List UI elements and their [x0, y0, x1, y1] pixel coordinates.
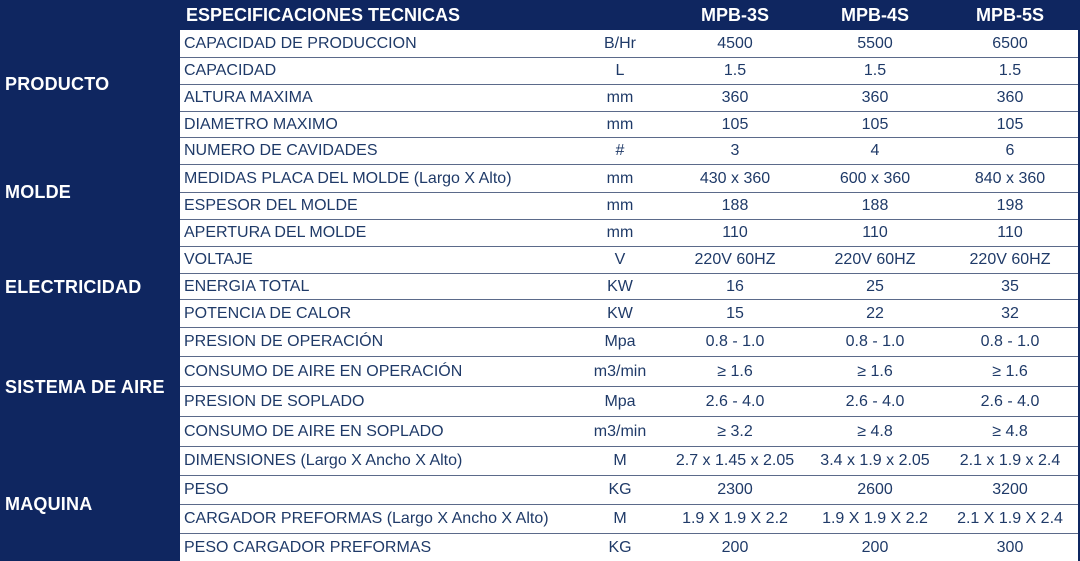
spec-value-mpb-4s: 2600 — [857, 481, 893, 498]
category-electricidad: ELECTRICIDAD — [5, 277, 142, 297]
spec-unit: mm — [606, 115, 634, 133]
spec-value-mpb-5s: 6500 — [992, 34, 1028, 52]
spec-label: CAPACIDAD DE PRODUCCION — [184, 34, 417, 52]
spec-label: POTENCIA DE CALOR — [184, 304, 352, 322]
spec-label: APERTURA DEL MOLDE — [184, 224, 367, 241]
table-row — [180, 534, 1078, 561]
spec-unit: Mpa — [604, 333, 636, 350]
category-maquina: MAQUINA — [5, 493, 93, 514]
table-row — [180, 417, 1078, 447]
spec-value-mpb-4s: 188 — [861, 197, 889, 214]
spec-value-mpb-4s: 0.8 - 1.0 — [845, 333, 905, 350]
spec-value-mpb-5s: 2.1 x 1.9 x 2.4 — [959, 452, 1061, 469]
spec-value-mpb-4s: 200 — [861, 538, 889, 556]
spec-value-mpb-4s: 600 x 360 — [839, 169, 911, 187]
table-row — [180, 85, 1078, 112]
spec-value-mpb-3s: 430 x 360 — [699, 169, 771, 187]
spec-value-mpb-3s: 1.9 X 1.9 X 2.2 — [682, 510, 788, 527]
spec-label: CONSUMO DE AIRE EN OPERACIÓN — [184, 362, 463, 380]
spec-label: PRESION DE SOPLADO — [184, 392, 365, 410]
table-row — [180, 193, 1078, 220]
spec-label: ENERGIA TOTAL — [184, 277, 310, 295]
spec-value-mpb-4s: 3.4 x 1.9 x 2.05 — [820, 452, 930, 469]
spec-label: CARGADOR PREFORMAS (Largo X Ancho X Alto) — [184, 510, 549, 527]
spec-value-mpb-3s: 360 — [721, 89, 749, 106]
spec-unit: B/Hr — [604, 34, 636, 52]
spec-unit: mm — [606, 224, 634, 241]
table-row — [180, 274, 1078, 300]
table-row — [180, 505, 1078, 534]
model-header-mpb-4s: MPB-4S — [840, 5, 909, 25]
spec-label: DIMENSIONES (Largo X Ancho X Alto) — [184, 452, 463, 469]
spec-unit: L — [615, 62, 625, 79]
table-row — [180, 112, 1078, 138]
spec-value-mpb-4s: 360 — [861, 89, 889, 106]
spec-unit: # — [615, 142, 625, 159]
spec-value-mpb-4s: 4 — [870, 142, 880, 159]
spec-unit: mm — [606, 197, 634, 214]
spec-value-mpb-5s: 110 — [997, 224, 1023, 241]
spec-value-mpb-3s: 220V 60HZ — [694, 251, 776, 268]
spec-value-mpb-3s: 2.7 x 1.45 x 2.05 — [675, 452, 795, 469]
spec-value-mpb-3s: 200 — [721, 538, 749, 556]
category-producto: PRODUCTO — [5, 73, 110, 94]
spec-value-mpb-5s: 1.5 — [998, 62, 1022, 79]
spec-value-mpb-3s: 2300 — [717, 481, 753, 498]
spec-value-mpb-4s: ≥ 1.6 — [857, 362, 893, 380]
spec-value-mpb-5s: 6 — [1005, 142, 1015, 159]
spec-value-mpb-3s: 105 — [721, 115, 749, 133]
spec-value-mpb-5s: ≥ 4.8 — [992, 422, 1028, 440]
spec-label: DIAMETRO MAXIMO — [184, 115, 338, 133]
category-column — [0, 0, 180, 561]
spec-unit: mm — [606, 169, 634, 187]
spec-unit: KW — [607, 304, 633, 322]
spec-value-mpb-3s: 0.8 - 1.0 — [705, 333, 765, 350]
spec-value-mpb-4s: 1.9 X 1.9 X 2.2 — [822, 510, 928, 527]
spec-value-mpb-5s: 32 — [1001, 304, 1019, 322]
category-molde: MOLDE — [5, 182, 71, 202]
model-header-mpb-5s: MPB-5S — [975, 5, 1044, 25]
spec-unit: Mpa — [604, 392, 636, 410]
table-row — [180, 357, 1078, 387]
spec-unit: KG — [608, 538, 632, 556]
spec-rows — [180, 30, 1078, 561]
spec-label: PESO — [184, 481, 229, 498]
spec-label: ALTURA MAXIMA — [184, 89, 313, 106]
spec-value-mpb-4s: 5500 — [857, 34, 893, 52]
spec-value-mpb-4s: 105 — [861, 115, 889, 133]
spec-value-mpb-4s: ≥ 4.8 — [857, 422, 893, 440]
spec-value-mpb-3s: 1.5 — [723, 62, 747, 79]
table-row — [180, 447, 1078, 476]
table-row — [180, 387, 1078, 417]
spec-label: MEDIDAS PLACA DEL MOLDE (Largo X Alto) — [184, 169, 512, 187]
spec-unit: KG — [608, 481, 632, 498]
spec-value-mpb-4s: 25 — [866, 277, 884, 295]
spec-value-mpb-3s: 16 — [726, 277, 744, 295]
spec-value-mpb-4s: 220V 60HZ — [834, 251, 916, 268]
spec-value-mpb-5s: 198 — [996, 197, 1024, 214]
table-header — [180, 0, 1080, 30]
spec-value-mpb-5s: 3200 — [992, 481, 1028, 498]
model-header-mpb-3s: MPB-3S — [700, 5, 769, 25]
spec-value-mpb-4s: 2.6 - 4.0 — [845, 392, 905, 410]
spec-label: PESO CARGADOR PREFORMAS — [184, 538, 432, 556]
spec-value-mpb-3s: 110 — [722, 224, 748, 241]
table-row — [180, 165, 1078, 193]
spec-value-mpb-4s: 110 — [862, 224, 888, 241]
spec-value-mpb-3s: 188 — [721, 197, 749, 214]
spec-value-mpb-3s: ≥ 3.2 — [717, 422, 753, 440]
spec-label: ESPESOR DEL MOLDE — [184, 197, 358, 214]
spec-label: CAPACIDAD — [184, 62, 277, 79]
spec-value-mpb-5s: 35 — [1001, 277, 1019, 295]
spec-label: PRESION DE OPERACIÓN — [184, 333, 384, 350]
spec-value-mpb-5s: 2.1 X 1.9 X 2.4 — [957, 510, 1063, 527]
spec-label: NUMERO DE CAVIDADES — [184, 142, 378, 159]
spec-label: CONSUMO DE AIRE EN SOPLADO — [184, 422, 444, 440]
spec-value-mpb-3s: 4500 — [717, 34, 753, 52]
spec-unit: M — [613, 452, 627, 469]
spec-value-mpb-5s: 0.8 - 1.0 — [980, 333, 1040, 350]
spec-unit: M — [613, 510, 627, 527]
spec-value-mpb-5s: 2.6 - 4.0 — [980, 392, 1040, 410]
spec-value-mpb-5s: 220V 60HZ — [969, 251, 1051, 268]
table-row — [180, 30, 1078, 58]
spec-value-mpb-5s: 300 — [996, 538, 1024, 556]
spec-value-mpb-4s: 22 — [866, 304, 884, 322]
category-sistema-de-aire: SISTEMA DE AIRE — [5, 377, 165, 397]
table-row — [180, 328, 1078, 357]
spec-value-mpb-3s: 3 — [730, 142, 740, 159]
spec-unit: KW — [607, 277, 633, 295]
table-row — [180, 58, 1078, 85]
table-row — [180, 220, 1078, 247]
table-row — [180, 476, 1078, 505]
spec-unit: V — [614, 251, 626, 268]
spec-unit: mm — [606, 89, 634, 106]
spec-value-mpb-5s: 105 — [996, 115, 1024, 133]
spec-value-mpb-5s: 360 — [996, 89, 1024, 106]
spec-value-mpb-3s: ≥ 1.6 — [717, 362, 753, 380]
header-title: ESPECIFICACIONES TECNICAS — [186, 5, 461, 25]
spec-value-mpb-3s: 2.6 - 4.0 — [705, 392, 765, 410]
table-row — [180, 300, 1078, 328]
table-row — [180, 247, 1078, 274]
spec-unit: m3/min — [593, 422, 647, 440]
spec-value-mpb-5s: 840 x 360 — [974, 169, 1046, 187]
spec-unit: m3/min — [593, 362, 647, 380]
spec-value-mpb-4s: 1.5 — [863, 62, 887, 79]
table-row — [180, 138, 1078, 165]
spec-label: VOLTAJE — [184, 251, 253, 268]
spec-value-mpb-5s: ≥ 1.6 — [992, 362, 1028, 380]
spec-value-mpb-3s: 15 — [726, 304, 744, 322]
